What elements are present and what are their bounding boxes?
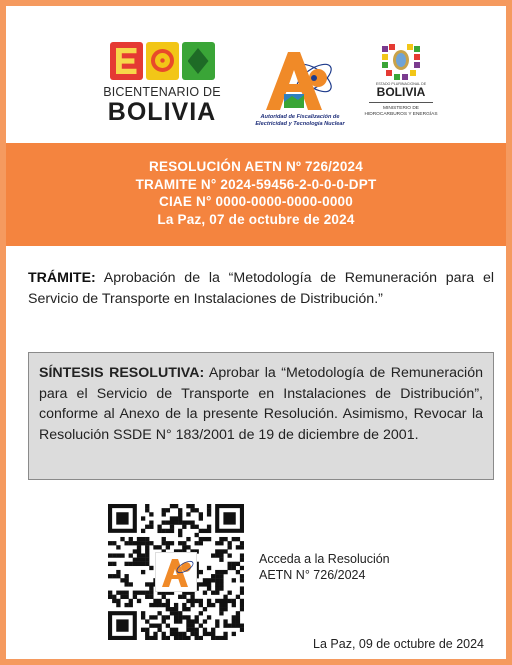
sintesis-text: Aprobar la “Metodología de Remuneración para el Servicio de Transporte en Instalaciones de Distribución”, conforme al Anexo de la presente Resolución. Asimismo, Revocar la Resolución SSDE N° 183/2001 de 19 de diciembre de 2001.: [39, 365, 483, 443]
resolution-date: La Paz, 07 de octubre de 2024: [157, 211, 355, 227]
access-text: [259, 551, 390, 583]
sintesis-label: SÍNTESIS RESOLUTIVA:: [39, 365, 205, 381]
qr-code[interactable]: [108, 504, 244, 640]
bicentenario-line2: BOLIVIA: [107, 98, 217, 126]
sintesis-box: [28, 352, 494, 480]
tramite-number: TRAMITE N° 2024-59456-2-0-0-0-DPT: [135, 176, 377, 192]
aetn-caption: Autoridad de Fiscalización de Electricidad y Tecnología Nuclear: [255, 114, 345, 127]
resolution-header-band: [6, 143, 506, 246]
ministerio-line2: HIDROCARBUROS Y ENERGÍAS: [364, 112, 438, 117]
bicentenario-line1: BICENTENARIO DE: [103, 85, 221, 99]
qr-aetn-logo-icon: [155, 552, 197, 592]
estado-line0: ESTADO PLURINACIONAL DE: [375, 82, 427, 86]
logo-header: [6, 6, 506, 143]
access-line1: Acceda a la Resolución: [259, 552, 390, 566]
estado-logo: [361, 42, 441, 138]
aetn-logo: [246, 48, 354, 136]
ministerio-line1: MINISTERIO DE: [383, 106, 419, 111]
resolution-number: RESOLUCIÓN AETN Nº 726/2024: [149, 159, 363, 174]
ciae-number: CIAE N° 0000-0000-0000-0000: [159, 194, 353, 209]
coat-of-arms-icon: [380, 42, 422, 82]
bicentenario-logo: [101, 42, 223, 138]
tramite-label: TRÁMITE:: [28, 270, 96, 286]
estado-line1: BOLIVIA: [376, 85, 426, 99]
tramite-text: Aprobación de la “Metodología de Remuneración para el Servicio de Transporte en Instalaciones de Distribución.”: [28, 270, 494, 307]
access-line2: AETN N° 726/2024: [259, 568, 366, 582]
tramite-paragraph: [28, 268, 494, 309]
footer-date: La Paz, 09 de octubre de 2024: [313, 637, 484, 651]
